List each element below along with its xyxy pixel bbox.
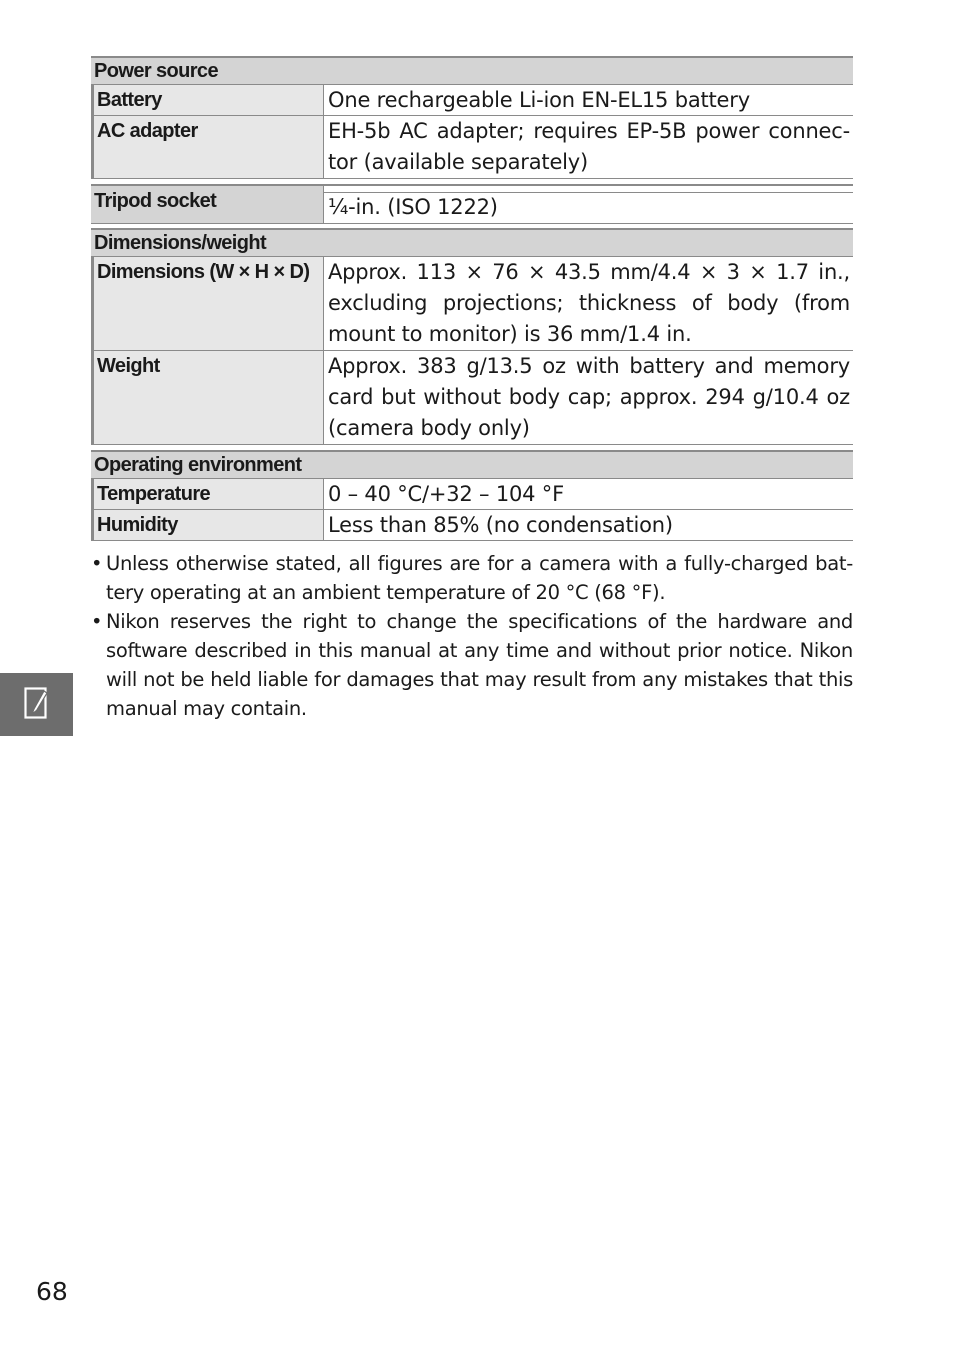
spec-value-ac-adapter: EH-5b AC adapter; requires EP-5B power connec-tor (available separately) bbox=[328, 119, 850, 174]
group-header-power-source: Power source bbox=[91, 56, 853, 85]
spec-row-temperature bbox=[91, 479, 853, 510]
spec-group-tripod-socket bbox=[91, 184, 853, 224]
spec-value-battery: One rechargeable Li-ion EN-EL15 battery bbox=[328, 88, 750, 112]
bullet: • bbox=[91, 610, 103, 633]
spec-label-tripod-socket: Tripod socket bbox=[91, 186, 324, 223]
page-number: 68 bbox=[36, 1277, 68, 1306]
spec-label-weight: Weight bbox=[91, 351, 324, 444]
spec-value-weight: Approx. 383 g/13.5 oz with battery and memory card but without body cap; approx. 294 g/10.4 oz (camera body only) bbox=[328, 354, 850, 440]
spec-value-temperature: 0 – 40 °C/+32 – 104 °F bbox=[328, 482, 564, 506]
bullet: • bbox=[91, 552, 103, 575]
spec-label-temperature: Temperature bbox=[91, 479, 324, 509]
spec-label-dimensions: Dimensions (W × H × D) bbox=[91, 257, 324, 350]
spec-group-power-source bbox=[91, 56, 853, 179]
spec-row-dimensions bbox=[91, 257, 853, 351]
spec-group-operating-environment bbox=[91, 450, 853, 541]
spec-row-humidity bbox=[91, 510, 853, 541]
spec-label-humidity: Humidity bbox=[91, 510, 324, 540]
spec-value-tripod-socket: ¼-in. (ISO 1222) bbox=[324, 192, 853, 223]
spec-row-battery bbox=[91, 85, 853, 116]
spec-label-battery: Battery bbox=[91, 85, 324, 115]
group-header-operating-environment: Operating environment bbox=[91, 450, 853, 479]
notes-list bbox=[91, 549, 853, 723]
spec-group-dimensions-weight bbox=[91, 228, 853, 445]
spec-row-weight bbox=[91, 351, 853, 445]
note-item bbox=[91, 549, 853, 607]
spec-row-ac-adapter bbox=[91, 116, 853, 179]
spec-value-dimensions: Approx. 113 × 76 × 43.5 mm/4.4 × 3 × 1.7 in., excluding projections; thickness of body (from mount to monitor) is 36 mm/1.4 in. bbox=[328, 260, 850, 346]
note-text: Unless otherwise stated, all figures are for a camera with a fully-charged bat-tery operating at an ambient temperature of 20 °C (68 °F). bbox=[106, 552, 853, 604]
chapter-side-tab[interactable] bbox=[0, 673, 73, 736]
spec-label-ac-adapter: AC adapter bbox=[91, 116, 324, 178]
group-header-dimensions-weight: Dimensions/weight bbox=[91, 228, 853, 257]
note-text: Nikon reserves the right to change the specifications of the hardware and software described in this manual at any time and without prior notice. Nikon will not be held liable for damages that may result from any mistakes that this manual may contain. bbox=[106, 610, 853, 720]
note-item bbox=[91, 607, 853, 723]
spec-value-humidity: Less than 85% (no condensation) bbox=[328, 513, 673, 537]
spec-row-tripod-socket bbox=[91, 186, 853, 224]
technical-notes-icon bbox=[24, 687, 50, 721]
